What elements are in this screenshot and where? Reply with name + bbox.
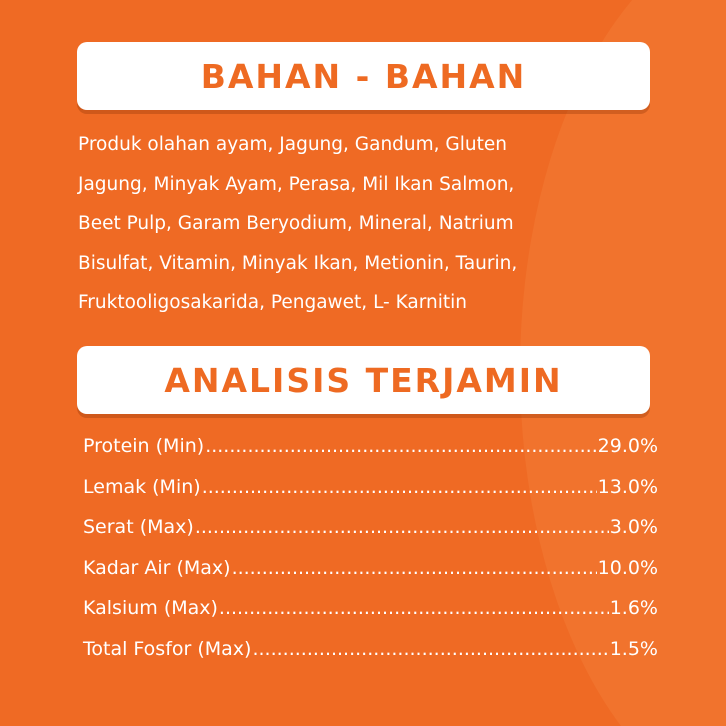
analysis-value: 3.0% bbox=[609, 516, 658, 538]
analysis-row-calcium bbox=[83, 597, 658, 638]
dot-leader bbox=[252, 638, 608, 660]
analysis-row-moisture bbox=[83, 557, 658, 598]
analysis-row-fiber bbox=[83, 516, 658, 557]
ingredients-text bbox=[78, 125, 678, 323]
analysis-label: Lemak (Min) bbox=[83, 475, 201, 498]
analysis-title: ANALISIS TERJAMIN bbox=[164, 360, 563, 400]
analysis-value: 29.0% bbox=[597, 435, 658, 457]
dot-leader bbox=[219, 597, 609, 619]
ingredients-line: Beet Pulp, Garam Beryodium, Mineral, Natrium bbox=[78, 213, 514, 234]
analysis-row-phosphorus bbox=[83, 638, 658, 679]
dot-leader bbox=[205, 435, 596, 457]
ingredients-line: Bisulfat, Vitamin, Minyak Ikan, Metionin, Taurin, bbox=[78, 252, 518, 274]
analysis-value: 1.5% bbox=[609, 637, 658, 660]
dot-leader bbox=[202, 476, 597, 498]
analysis-label: Protein (Min) bbox=[83, 435, 205, 457]
ingredients-banner bbox=[77, 42, 650, 110]
analysis-value: 13.0% bbox=[597, 475, 658, 498]
analysis-banner bbox=[77, 346, 650, 414]
ingredients-line: Produk olahan ayam, Jagung, Gandum, Gluten bbox=[78, 134, 507, 155]
analysis-value: 1.6% bbox=[609, 597, 658, 619]
analysis-value: 10.0% bbox=[597, 556, 658, 579]
analysis-label: Kalsium (Max) bbox=[83, 597, 218, 619]
analysis-row-fat bbox=[83, 476, 658, 517]
ingredients-line: Fruktooligosakarida, Pengawet, L- Karnitin bbox=[78, 292, 468, 313]
dot-leader bbox=[195, 516, 609, 538]
analysis-label: Serat (Max) bbox=[83, 516, 194, 538]
ingredients-line: Jagung, Minyak Ayam, Perasa, Mil Ikan Salmon, bbox=[78, 173, 515, 195]
analysis-label: Kadar Air (Max) bbox=[83, 556, 231, 579]
analysis-row-protein bbox=[83, 435, 658, 476]
dot-leader bbox=[232, 557, 597, 579]
analysis-label: Total Fosfor (Max) bbox=[83, 637, 252, 660]
analysis-list bbox=[83, 435, 658, 678]
ingredients-title: BAHAN - BAHAN bbox=[200, 56, 527, 96]
